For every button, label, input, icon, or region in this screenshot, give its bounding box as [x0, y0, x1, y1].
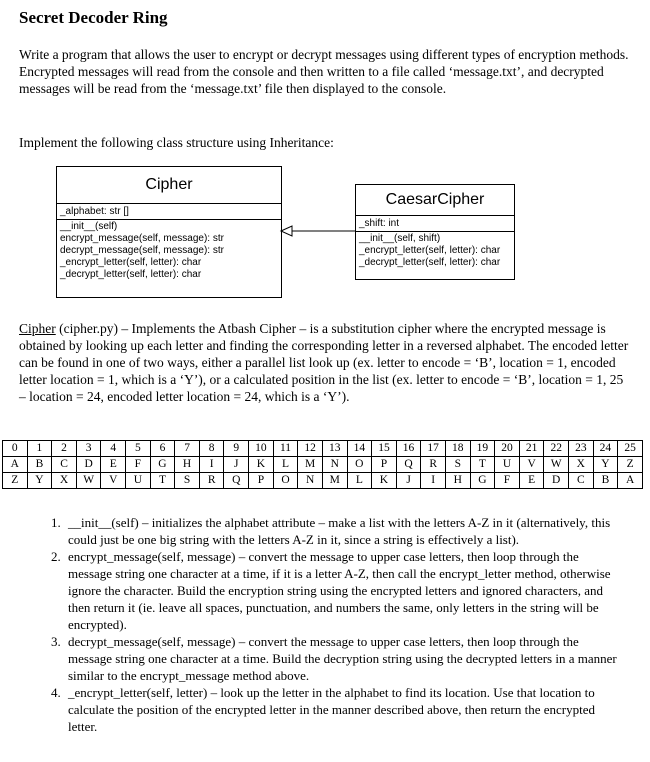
- inheritance-arrowhead-icon: [281, 226, 292, 236]
- table-cell: P: [372, 457, 397, 473]
- table-cell: 15: [372, 441, 397, 457]
- table-cell: 16: [396, 441, 421, 457]
- table-cell: I: [199, 457, 224, 473]
- table-cell: Z: [3, 473, 28, 489]
- table-cell: E: [101, 457, 126, 473]
- table-row: [3, 473, 643, 489]
- table-cell: H: [445, 473, 470, 489]
- caesar-method: _encrypt_letter(self, letter): char: [359, 245, 501, 256]
- table-cell: R: [199, 473, 224, 489]
- table-cell: Z: [618, 457, 643, 473]
- cipher-methods: [57, 220, 281, 282]
- caesar-method: _decrypt_letter(self, letter): char: [359, 257, 501, 268]
- caesar-methods: [356, 232, 514, 270]
- table-cell: O: [273, 473, 298, 489]
- cipher-method: __init__(self): [60, 221, 118, 232]
- table-cell: D: [76, 457, 101, 473]
- cipher-heading: Cipher: [19, 321, 56, 336]
- cipher-attribute: _alphabet: str []: [60, 206, 129, 217]
- table-cell: S: [445, 457, 470, 473]
- cipher-description-text: (cipher.py) – Implements the Atbash Cipher – is a substitution cipher where the encrypted message is obtained by looking up each letter and finding the corresponding letter in a reversed alphabet. The encoded letter can be found in one of two ways, either a parallel list look up (ex. letter to encode = ‘B’, location = 1, encoded letter location = 1, which is a ‘Y’), or a calculated position in the list (ex. letter to encode = ‘B’, location = 1, 25 – location = 24, encoded letter location = 24, which is a ‘Y’).: [19, 321, 629, 404]
- table-cell: 25: [618, 441, 643, 457]
- table-cell: W: [76, 473, 101, 489]
- list-item: 2. encrypt_message(self, message) – convert the message to upper case letters, then loop through the message string one character at a time, if it is a letter A-Z, then call the encrypt_letter method, otherwise ignore the character. Build the encryption string using the encrypted letters and ignored characters, and then return it (ie. leave all spaces, punctuation, and numbers the same, only letters in the string will be encrypted).: [64, 548, 624, 633]
- table-cell: X: [569, 457, 594, 473]
- table-cell: N: [298, 473, 323, 489]
- table-cell: 20: [495, 441, 520, 457]
- table-cell: T: [470, 457, 495, 473]
- table-cell: 0: [3, 441, 28, 457]
- table-cell: 17: [421, 441, 446, 457]
- table-cell: V: [519, 457, 544, 473]
- table-cell: 1: [27, 441, 52, 457]
- table-cell: E: [519, 473, 544, 489]
- table-cell: 11: [273, 441, 298, 457]
- cipher-method: _decrypt_letter(self, letter): char: [60, 269, 202, 280]
- table-cell: X: [52, 473, 77, 489]
- table-cell: 10: [249, 441, 274, 457]
- table-cell: J: [396, 473, 421, 489]
- table-cell: 6: [150, 441, 175, 457]
- table-cell: D: [544, 473, 569, 489]
- caesar-class-name: CaesarCipher: [356, 185, 514, 216]
- table-cell: G: [470, 473, 495, 489]
- table-cell: U: [495, 457, 520, 473]
- table-cell: 9: [224, 441, 249, 457]
- table-cell: 13: [322, 441, 347, 457]
- cipher-class-name: Cipher: [57, 167, 281, 204]
- table-cell: R: [421, 457, 446, 473]
- table-cell: N: [322, 457, 347, 473]
- table-cell: J: [224, 457, 249, 473]
- page-title: Secret Decoder Ring: [19, 8, 168, 27]
- cipher-attributes: [57, 204, 281, 220]
- cipher-description: [19, 320, 631, 405]
- list-item: 3. decrypt_message(self, message) – convert the message to upper case letters, then loop through the message string one character at a time. Build the decryption string using the decrypted letters in a manner similar to the encrypt_message method above.: [64, 633, 624, 684]
- table-cell: L: [273, 457, 298, 473]
- cipher-class-box: [56, 166, 282, 298]
- table-cell: G: [150, 457, 175, 473]
- table-cell: Y: [27, 473, 52, 489]
- table-cell: Y: [593, 457, 618, 473]
- table-cell: O: [347, 457, 372, 473]
- implement-instruction: Implement the following class structure using Inheritance:: [19, 135, 334, 150]
- table-cell: 4: [101, 441, 126, 457]
- list-item: 1. __init__(self) – initializes the alphabet attribute – make a list with the letters A-Z in it (alternatively, this could just be one big string with the letters A-Z in it, since a string is effectively a list).: [64, 514, 624, 548]
- table-cell: 24: [593, 441, 618, 457]
- table-cell: K: [249, 457, 274, 473]
- table-cell: C: [52, 457, 77, 473]
- table-cell: K: [372, 473, 397, 489]
- table-cell: A: [3, 457, 28, 473]
- table-cell: T: [150, 473, 175, 489]
- table-cell: 8: [199, 441, 224, 457]
- table-cell: L: [347, 473, 372, 489]
- table-cell: 3: [76, 441, 101, 457]
- table-cell: 22: [544, 441, 569, 457]
- table-cell: M: [322, 473, 347, 489]
- table-cell: Q: [396, 457, 421, 473]
- table-cell: W: [544, 457, 569, 473]
- caesar-method: __init__(self, shift): [359, 233, 441, 244]
- table-row: [3, 441, 643, 457]
- table-cell: 12: [298, 441, 323, 457]
- cipher-method: encrypt_message(self, message): str: [60, 233, 224, 244]
- caesar-attributes: [356, 216, 514, 232]
- table-cell: 21: [519, 441, 544, 457]
- table-cell: 14: [347, 441, 372, 457]
- table-cell: F: [495, 473, 520, 489]
- table-cell: Q: [224, 473, 249, 489]
- cipher-method: _encrypt_letter(self, letter): char: [60, 257, 202, 268]
- table-cell: I: [421, 473, 446, 489]
- alphabet-table: [2, 440, 643, 489]
- table-cell: M: [298, 457, 323, 473]
- table-cell: 19: [470, 441, 495, 457]
- method-list: [40, 514, 624, 735]
- table-cell: A: [618, 473, 643, 489]
- table-cell: C: [569, 473, 594, 489]
- table-cell: F: [126, 457, 151, 473]
- table-cell: 7: [175, 441, 200, 457]
- table-cell: 5: [126, 441, 151, 457]
- caesar-class-box: [355, 184, 515, 280]
- table-cell: 2: [52, 441, 77, 457]
- table-cell: 18: [445, 441, 470, 457]
- intro-paragraph: Write a program that allows the user to encrypt or decrypt messages using different types of encryption methods. Encrypted messages will read from the console and then written to a file called ‘message.txt’, and decrypted messages will be read from the ‘message.txt’ file then displayed to the console.: [19, 47, 629, 96]
- table-cell: V: [101, 473, 126, 489]
- table-cell: P: [249, 473, 274, 489]
- table-cell: B: [27, 457, 52, 473]
- table-cell: H: [175, 457, 200, 473]
- table-cell: S: [175, 473, 200, 489]
- list-item: 4. _encrypt_letter(self, letter) – look up the letter in the alphabet to find its location. Use that location to calculate the position of the encrypted letter in the manner described above, then return the encrypted letter.: [64, 684, 624, 735]
- caesar-attribute: _shift: int: [359, 218, 400, 229]
- table-cell: U: [126, 473, 151, 489]
- table-cell: B: [593, 473, 618, 489]
- table-row: [3, 457, 643, 473]
- table-cell: 23: [569, 441, 594, 457]
- cipher-method: decrypt_message(self, message): str: [60, 245, 224, 256]
